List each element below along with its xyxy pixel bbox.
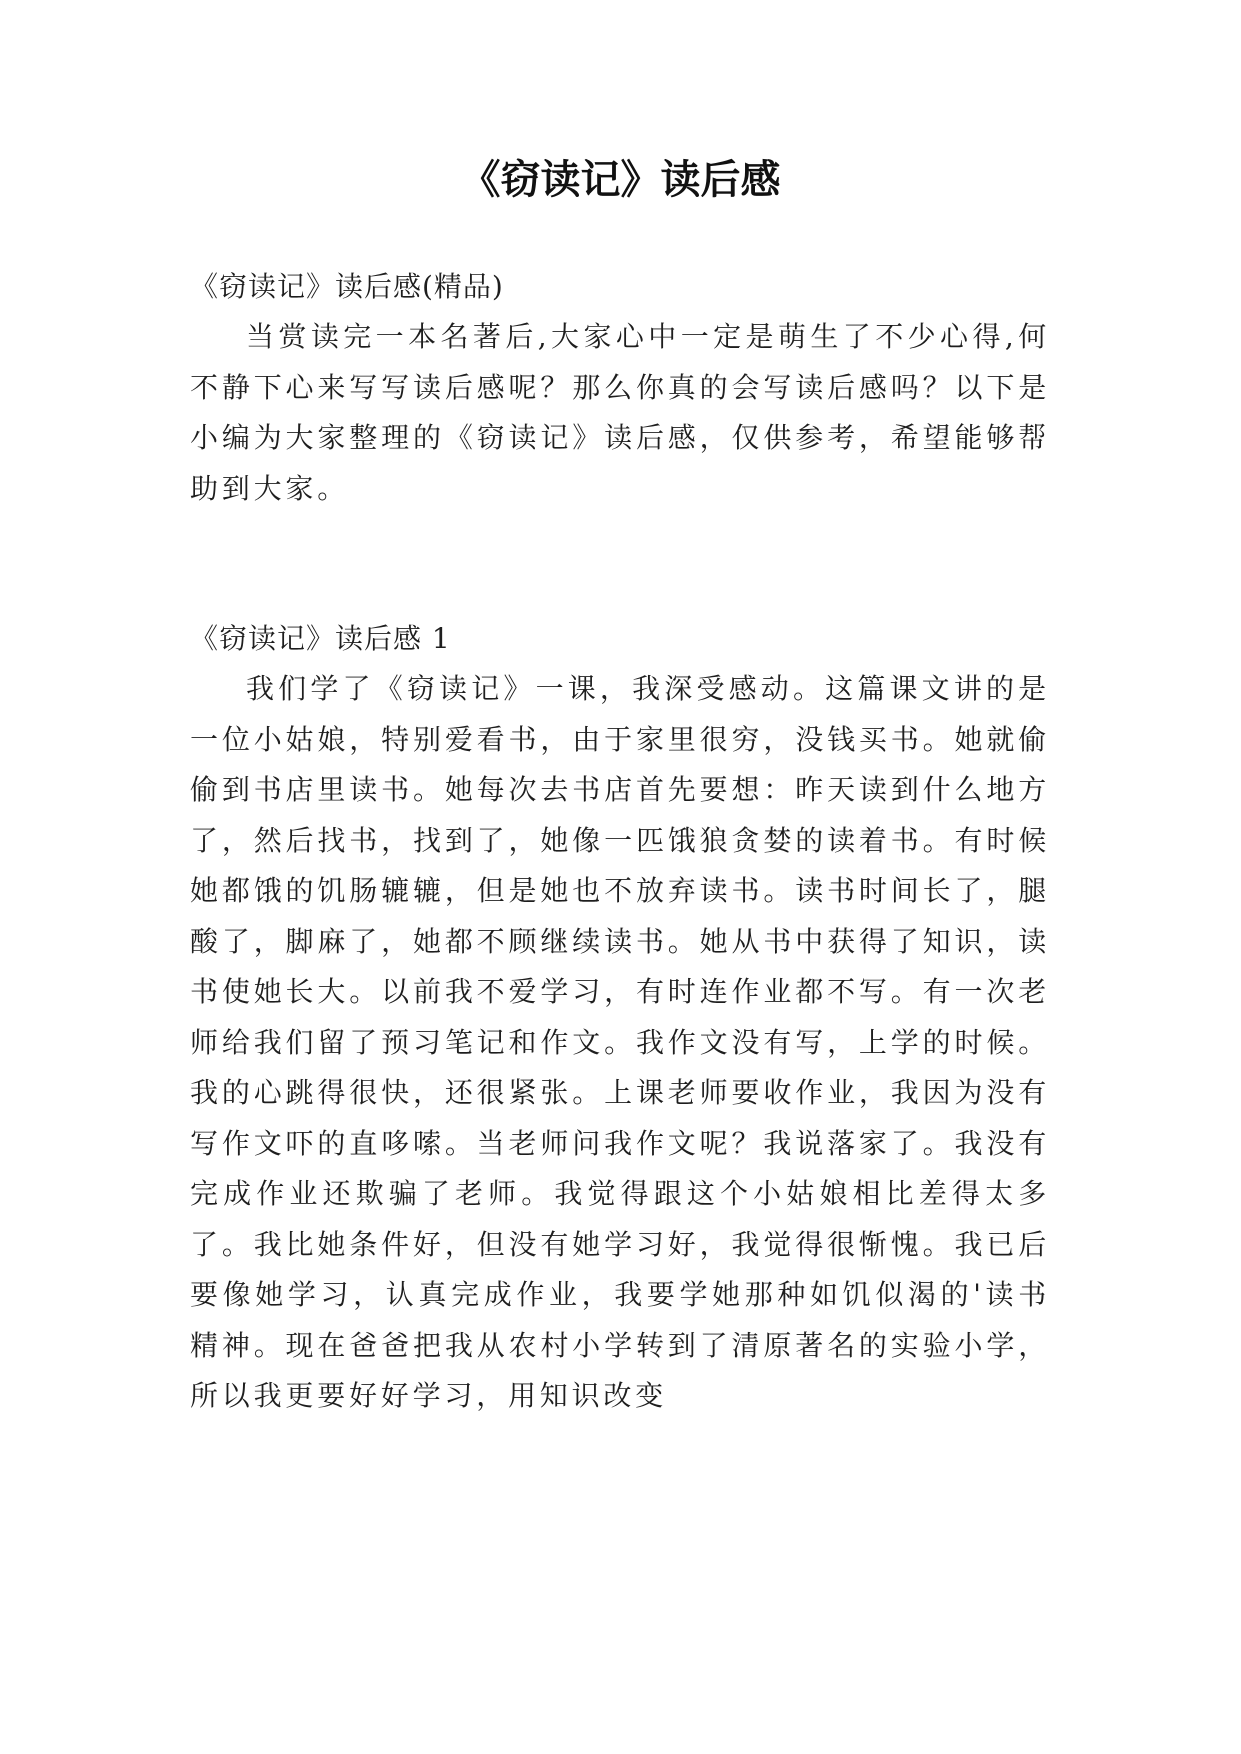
- document-title: 《窃读记》读后感: [460, 157, 781, 203]
- document-body: [190, 262, 1050, 1422]
- section-heading-1: 《窃读记》读后感 1: [190, 622, 451, 655]
- intro-paragraph: 当赏读完一本名著后,大家心中一定是萌生了不少心得,何不静下心来写写读后感呢？那么你真的会写读后感吗？以下是小编为大家整理的《窃读记》读后感，仅供参考，希望能够帮助到大家。: [190, 320, 1050, 505]
- section-spacer: [190, 514, 1050, 614]
- essay-paragraph-1: 我们学了《窃读记》一课，我深受感动。这篇课文讲的是一位小姑娘，特别爱看书，由于家里很穷，没钱买书。她就偷偷到书店里读书。她每次去书店首先要想：昨天读到什么地方了，然后找书，找到了，她像一匹饿狼贪婪的读着书。有时候她都饿的饥肠辘辘，但是她也不放弃读书。读书时间长了，腿酸了，脚麻了，她都不顾继续读书。她从书中获得了知识，读书使她长大。以前我不爱学习，有时连作业都不写。有一次老师给我们留了预习笔记和作文。我作文没有写，上学的时候。我的心跳得很快，还很紧张。上课老师要收作业，我因为没有写作文吓的直哆嗦。当老师问我作文呢？我说落家了。我没有完成作业还欺骗了老师。我觉得跟这个小姑娘相比差得太多了。我比她条件好，但没有她学习好，我觉得很惭愧。我已后要像她学习，认真完成作业，我要学她那种如饥似渴的'读书精神。现在爸爸把我从农村小学转到了清原著名的实验小学，所以我更要好好学习，用知识改变: [190, 672, 1050, 1412]
- section-heading-intro: 《窃读记》读后感(精品): [190, 270, 504, 303]
